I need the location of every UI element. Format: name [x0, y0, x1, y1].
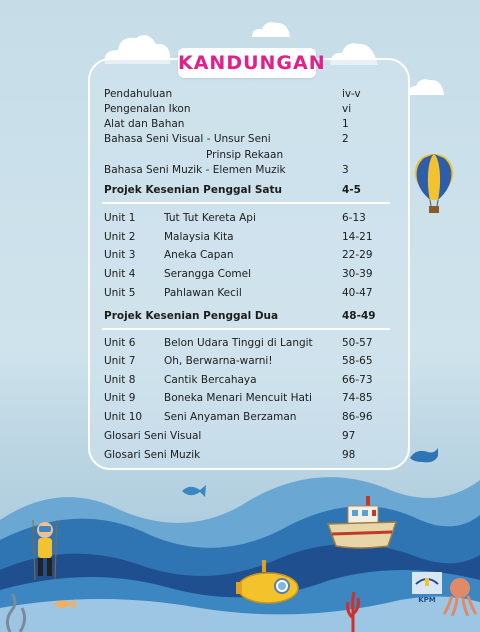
whale-icon	[408, 444, 440, 466]
cloud-icon	[406, 74, 446, 96]
toc-sublabel: Prinsip Rekaan	[206, 149, 284, 161]
cloud-icon	[250, 18, 292, 38]
boat-icon	[326, 492, 398, 554]
toc-row	[104, 88, 386, 104]
unit-pages: 50-57	[342, 337, 373, 349]
hot-air-balloon-icon	[410, 152, 458, 214]
section-heading	[104, 310, 386, 326]
toc-label: Glosari Seni Visual	[104, 430, 202, 442]
unit-title: Pahlawan Kecil	[164, 287, 242, 299]
kpm-logo-text: KPM	[418, 596, 436, 604]
toc-row	[104, 164, 386, 180]
coral-icon	[342, 590, 364, 632]
toc-label: Pengenalan Ikon	[104, 103, 191, 115]
toc-pages: 2	[342, 133, 349, 145]
unit-title: Cantik Bercahaya	[164, 374, 257, 386]
toc-pages: vi	[342, 103, 352, 115]
fish-icon	[52, 596, 78, 612]
unit-pages: 66-73	[342, 374, 373, 386]
unit-pages: 14-21	[342, 231, 373, 243]
toc-row	[104, 103, 386, 119]
divider	[102, 202, 390, 204]
unit-title: Belon Udara Tinggi di Langit	[164, 337, 313, 349]
toc-row	[104, 133, 386, 149]
unit-pages: 30-39	[342, 268, 373, 280]
unit-number: Unit 6	[104, 337, 136, 349]
unit-row	[104, 231, 386, 247]
octopus-icon	[442, 576, 478, 616]
seaweed-icon	[2, 594, 32, 632]
unit-number: Unit 10	[104, 411, 143, 423]
unit-number: Unit 7	[104, 355, 136, 367]
fish-icon	[180, 482, 208, 500]
unit-title: Malaysia Kita	[164, 231, 234, 243]
unit-title: Tut Tut Kereta Api	[164, 212, 256, 224]
section-pages: 4-5	[342, 184, 361, 196]
toc-row	[104, 118, 386, 134]
unit-row	[104, 392, 386, 408]
unit-row	[104, 212, 386, 228]
kpm-logo-icon	[412, 572, 442, 594]
toc-label: Glosari Seni Muzik	[104, 449, 201, 461]
page-title: KANDUNGAN	[178, 52, 326, 74]
toc-pages: 97	[342, 430, 356, 442]
unit-number: Unit 3	[104, 249, 136, 261]
unit-pages: 86-96	[342, 411, 373, 423]
unit-row	[104, 411, 386, 427]
toc-pages: 3	[342, 164, 349, 176]
unit-title: Serangga Comel	[164, 268, 251, 280]
section-pages: 48-49	[342, 310, 376, 322]
unit-pages: 74-85	[342, 392, 373, 404]
unit-number: Unit 9	[104, 392, 136, 404]
unit-row	[104, 374, 386, 390]
diver-icon	[30, 520, 60, 582]
unit-number: Unit 4	[104, 268, 136, 280]
toc-pages: 98	[342, 449, 356, 461]
unit-pages: 6-13	[342, 212, 366, 224]
unit-title: Seni Anyaman Berzaman	[164, 411, 297, 423]
unit-title: Oh, Berwarna-warni!	[164, 355, 273, 367]
section-label: Projek Kesenian Penggal Satu	[104, 184, 282, 196]
toc-label: Alat dan Bahan	[104, 118, 185, 130]
unit-number: Unit 5	[104, 287, 136, 299]
unit-number: Unit 2	[104, 231, 136, 243]
unit-pages: 58-65	[342, 355, 373, 367]
unit-row	[104, 249, 386, 265]
unit-number: Unit 8	[104, 374, 136, 386]
section-label: Projek Kesenian Penggal Dua	[104, 310, 279, 322]
unit-row	[104, 337, 386, 353]
unit-title: Aneka Capan	[164, 249, 234, 261]
unit-number: Unit 1	[104, 212, 136, 224]
unit-row	[104, 355, 386, 371]
unit-pages: 22-29	[342, 249, 373, 261]
unit-row	[104, 268, 386, 284]
unit-pages: 40-47	[342, 287, 373, 299]
toc-label: Bahasa Seni Muzik - Elemen Muzik	[104, 164, 286, 176]
divider	[102, 328, 390, 330]
section-heading	[104, 184, 386, 200]
unit-row	[104, 287, 386, 303]
toc-label: Pendahuluan	[104, 88, 173, 100]
submarine-icon	[234, 558, 302, 606]
unit-title: Boneka Menari Mencuit Hati	[164, 392, 312, 404]
toc-pages: iv-v	[342, 88, 361, 100]
toc-label: Bahasa Seni Visual - Unsur Seni	[104, 133, 271, 145]
toc-pages: 1	[342, 118, 349, 130]
